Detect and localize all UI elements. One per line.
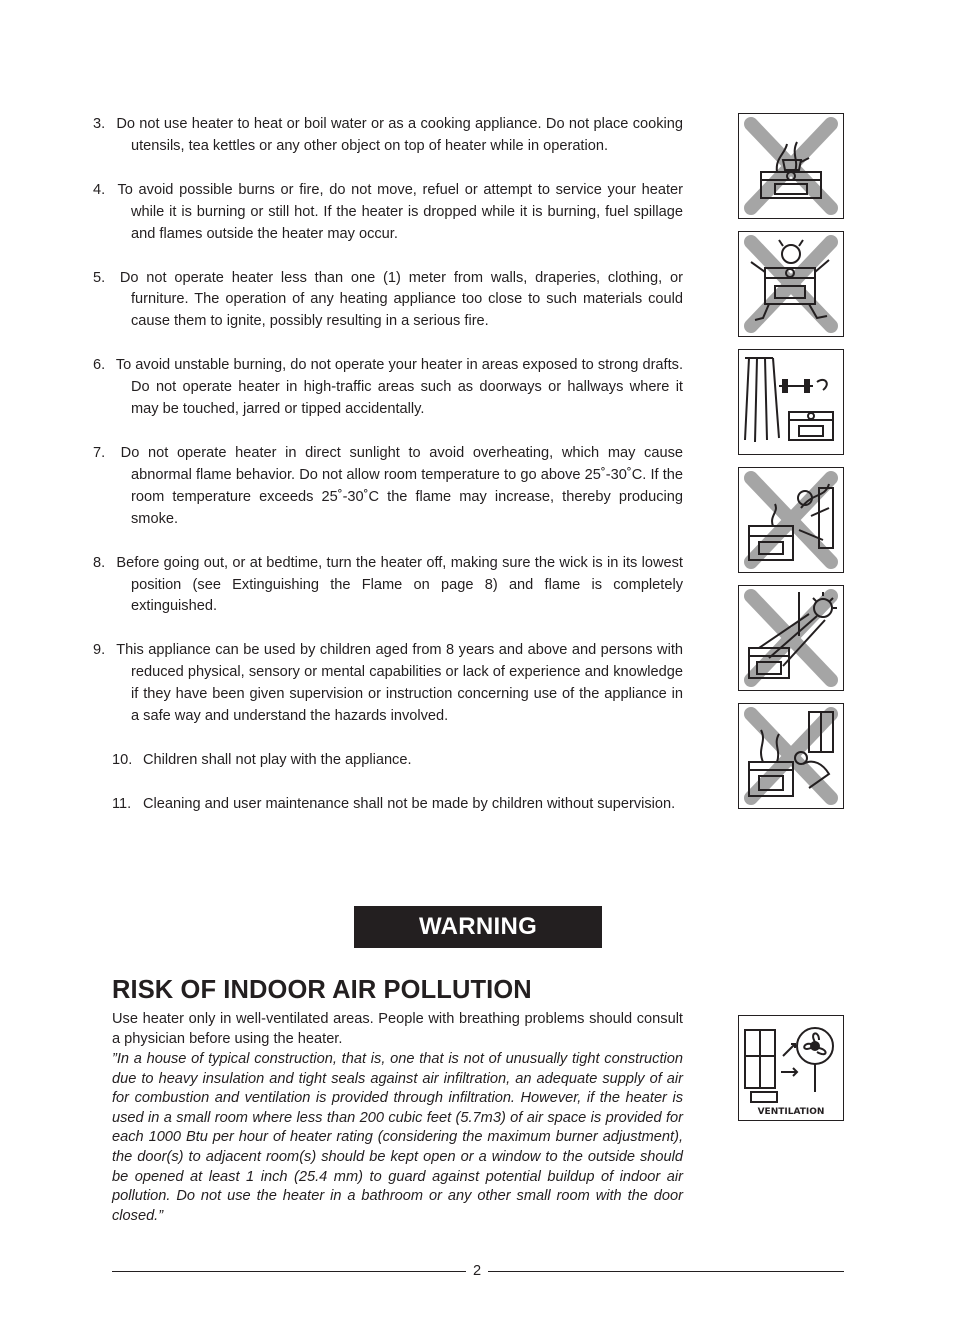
instruction-item xyxy=(112,794,683,816)
instruction-item: 9. This appliance can be used by children aged from 8 years and above and persons with reduced physical, sensory or mental capabilities or lack of experience and knowledge if they have been given supervision or instruction concerning use of the appliance in a safe way and understand the hazards involved. xyxy=(93,642,683,725)
ventilation-icon xyxy=(738,1015,844,1121)
illustration-column xyxy=(738,113,844,821)
instruction-item: 7. Do not operate heater in direct sunlight to avoid overheating, which may cause abnormal flame behavior. Do not allow room temperature to go above 25˚-30˚C. If the room temperature exceeds 25˚-30˚C the flame may increase, thereby producing smoke. xyxy=(93,444,683,527)
instruction-item: 5. Do not operate heater less than one (1) meter from walls, draperies, clothing, or furniture. The operation of any heating appliance too close to such materials could cause them to ignite, possibly resulting in a serious fire. xyxy=(93,269,684,330)
item-text: Do not use heater to heat or boil water or as a cooking appliance. Do not place cooking utensils, tea kettles or any other object on top of heater while in operation. xyxy=(116,116,683,154)
instruction-item xyxy=(112,750,683,772)
instruction-item: 4. To avoid possible burns or fire, do not move, refuel or attempt to service your heater while it is burning or still hot. If the heater is dropped while it is burning, fuel spillage and flames outside the heater may occur. xyxy=(93,181,683,242)
no-cooking-icon xyxy=(738,113,844,219)
footer-rule-right xyxy=(488,1271,844,1272)
clearance-icon xyxy=(738,349,844,455)
item-text: Do not operate heater in direct sunlight to avoid overheating, which may cause abnormal flame behavior. Do not allow room temperature to go above 25˚-30˚C. If the room temperature exceeds 25˚-30˚C the flame may increase, thereby producing smoke. xyxy=(120,444,683,527)
item-number: 11. xyxy=(112,795,132,812)
item-number: 10. xyxy=(112,751,133,768)
item-text: Cleaning and user maintenance shall not be made by children without supervision. xyxy=(143,795,676,812)
section-title: RISK OF INDOOR AIR POLLUTION xyxy=(112,976,532,1004)
no-sunlight-icon xyxy=(738,585,844,691)
no-moving-hot-heater-icon xyxy=(738,231,844,337)
item-text: Before going out, or at bedtime, turn the heater off, making sure the wick is in its lowest position (see Extinguishing the Flame on page 8) and flame is completely extinguished. xyxy=(116,554,683,615)
page-number: 2 xyxy=(472,1263,482,1279)
turn-off-icon xyxy=(738,703,844,809)
warning-banner: WARNING xyxy=(354,906,602,948)
warning-text: Use heater only in well-ventilated areas. People with breathing problems should consult a physician before using the heater. xyxy=(112,1011,683,1047)
no-drafts-icon xyxy=(738,467,844,573)
instruction-item: 6. To avoid unstable burning, do not operate your heater in areas exposed to strong drafts. Do not operate heater in high-traffic areas such as doorways or hallways where it may be touched, jarred or tipped accidentally. xyxy=(93,357,684,418)
item-text: Children shall not play with the appliance. xyxy=(143,751,412,768)
instruction-item: 8. Before going out, or at bedtime, turn the heater off, making sure the wick is in its lowest position (see Extinguishing the Flame on page 8) and flame is completely extinguished. xyxy=(93,554,683,615)
item-text: To avoid possible burns or fire, do not move, refuel or attempt to service your heater while it is burning or still hot. If the heater is dropped while it is burning, fuel spillage and flames outside the heater may occur. xyxy=(117,181,683,242)
item-text: To avoid unstable burning, do not operate your heater in areas exposed to strong drafts. Do not operate heater in high-traffic areas such as doorways or hallways where it may be touched, jarred or tipped accidentally. xyxy=(115,357,684,418)
safety-instructions-list xyxy=(93,114,684,838)
warning-quote: ”In a house of typical construction, that is, one that is not of unusually tight construction due to heavy insulation and tight seals against air infiltration, an adequate supply of air for combustion and ventilation is provided through infiltration. However, if the heater is used in a small room where less than 200 cubic feet (5.7m3) of air space is provided for each 1000 Btu per hour of heater rating (considering the maximum burner adjustment), the door(s) to adjacent room(s) should be kept open or a window to the outside should be opened at least 1 inch (25.4 mm) to guard against potential buildup of indoor air pollution. Do not use the heater in a bathroom or any other small room with the door closed.” xyxy=(112,1051,683,1224)
instruction-item: 3. Do not use heater to heat or boil water or as a cooking appliance. Do not place cooking utensils, tea kettles or any other object on top of heater while in operation. xyxy=(93,116,683,154)
item-text: Do not operate heater less than one (1) meter from walls, draperies, clothing, or furniture. The operation of any heating appliance too close to such materials could cause them to ignite, possibly resulting in a serious fire. xyxy=(119,269,684,330)
item-text: This appliance can be used by children aged from 8 years and above and persons with reduced physical, sensory or mental capabilities or lack of experience and knowledge if they have been given supervision or instruction concerning use of the appliance in a safe way and understand the hazards involved. xyxy=(116,642,683,725)
ventilation-label: VENTILATION xyxy=(757,1107,825,1117)
footer-rule-left xyxy=(112,1271,466,1272)
